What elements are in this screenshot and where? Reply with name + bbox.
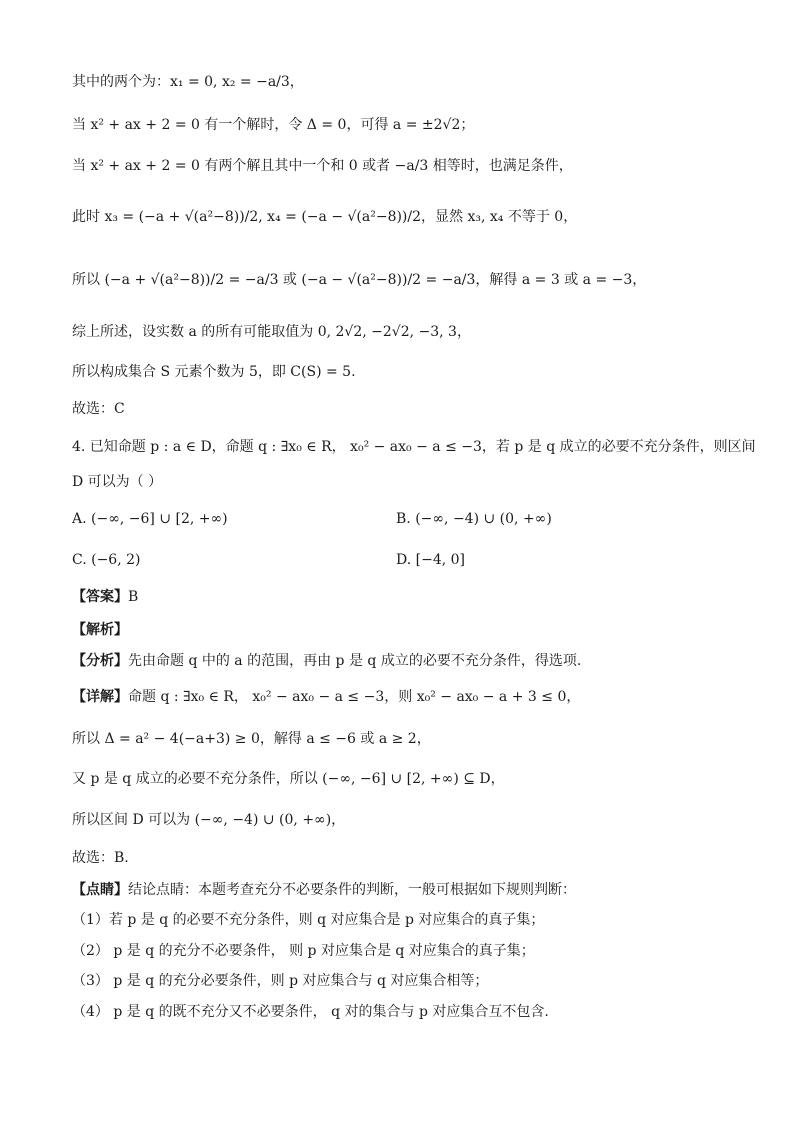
- fenxi-line: [72, 651, 581, 671]
- detail-step-4: 故选：B.: [72, 850, 129, 866]
- question-stem: 4. 已知命题 p : a ∈ D，命题 q : ∃x₀ ∈ R， x₀² − ax₀ − a ≤ −3，若 p 是 q 成立的必要不充分条件，则区间: [72, 439, 756, 455]
- dianjing-line: [72, 880, 576, 900]
- dianjing-tag: 【点睛】: [72, 882, 128, 898]
- solution-line-4: 此时 x₃ = (−a + √(a²−8))/2, x₄ = (−a − √(a²−8))/2，显然 x₃, x₄ 不等于 0，: [72, 209, 578, 225]
- xiangjie-text: 命题 q : ∃x₀ ∈ R， x₀² − ax₀ − a ≤ −3，则 x₀² − ax₀ − a + 3 ≤ 0，: [128, 689, 581, 705]
- answer-tag: 【答案】: [72, 589, 128, 605]
- option-d: D. [−4, 0]: [396, 552, 465, 568]
- solution-line-6: 综上所述，设实数 a 的所有可能取值为 0, 2√2, −2√2, −3, 3，: [72, 324, 471, 340]
- detail-step-3: 所以区间 D 可以为 (−∞, −4) ∪ (0, +∞)，: [72, 812, 346, 828]
- answer-line: [72, 587, 138, 607]
- fenxi-text: 先由命题 q 中的 a 的范围，再由 p 是 q 成立的必要不充分条件，得选项.: [128, 653, 582, 669]
- answer-value: B: [128, 589, 139, 605]
- xiangjie-tag: 【详解】: [72, 689, 128, 705]
- question-stem-cont: D 可以为（ ）: [72, 474, 163, 490]
- solution-line-1: 其中的两个为：x₁ = 0, x₂ = −a/3，: [72, 74, 304, 90]
- analysis-tag: 【解析】: [72, 622, 128, 638]
- option-a: A. (−∞, −6] ∪ [2, +∞): [72, 511, 228, 527]
- option-b: B. (−∞, −4) ∪ (0, +∞): [396, 511, 552, 527]
- xiangjie-line: [72, 687, 580, 707]
- solution-line-8: 故选：C: [72, 401, 125, 417]
- dianjing-intro: 结论点睛：本题考查充分不必要条件的判断，一般可根据如下规则判断：: [128, 882, 576, 898]
- rule-1: （1）若 p 是 q 的必要不充分条件，则 q 对应集合是 p 对应集合的真子集；: [72, 912, 545, 928]
- rule-4: （4） p 是 q 的既不充分又不必要条件， q 对的集合与 p 对应集合互不包含.: [72, 1004, 549, 1020]
- fenxi-tag: 【分析】: [72, 653, 128, 669]
- solution-line-2: 当 x² + ax + 2 = 0 有一个解时，令 Δ = 0，可得 a = ±2√2；: [72, 117, 475, 133]
- rule-2: （2） p 是 q 的充分不必要条件， 则 p 对应集合是 q 对应集合的真子集；: [72, 943, 535, 959]
- rule-3: （3） p 是 q 的充分必要条件，则 p 对应集合与 q 对应集合相等；: [72, 973, 489, 989]
- solution-line-3: 当 x² + ax + 2 = 0 有两个解且其中一个和 0 或者 −a/3 相等时，也满足条件，: [72, 158, 573, 174]
- solution-line-5: 所以 (−a + √(a²−8))/2 = −a/3 或 (−a − √(a²−8))/2 = −a/3，解得 a = 3 或 a = −3，: [72, 272, 647, 288]
- detail-step-2: 又 p 是 q 成立的必要不充分条件，所以 (−∞, −6] ∪ [2, +∞) ⊆ D，: [72, 771, 505, 787]
- option-c: C. (−6, 2): [72, 552, 141, 568]
- detail-step-1: 所以 Δ = a² − 4(−a+3) ≥ 0，解得 a ≤ −6 或 a ≥ 2，: [72, 731, 431, 747]
- solution-line-7: 所以构成集合 S 元素个数为 5，即 C(S) = 5.: [72, 364, 356, 380]
